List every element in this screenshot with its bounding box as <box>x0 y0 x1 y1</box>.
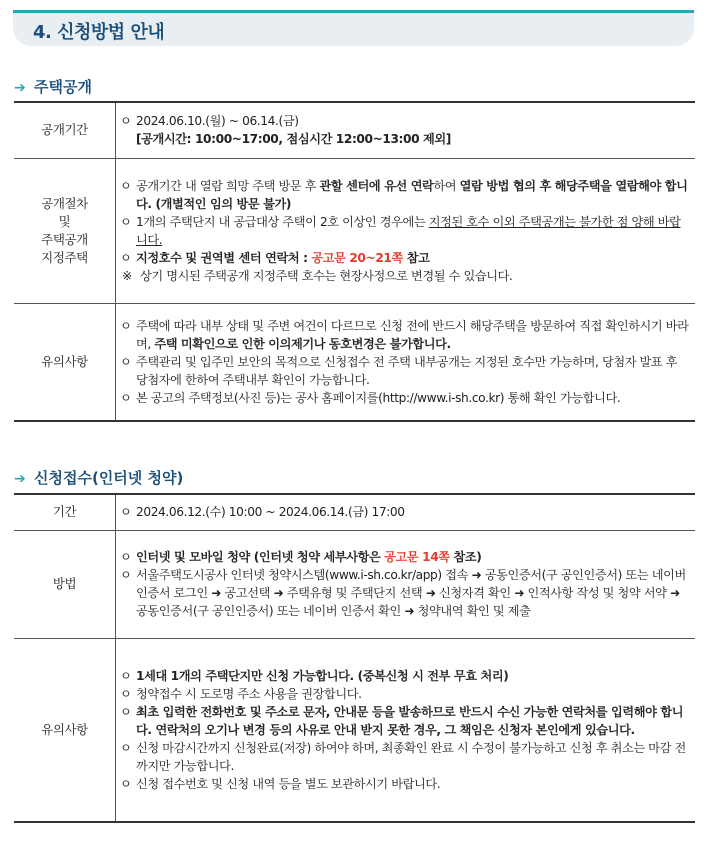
text: 신청 접수번호 및 신청 내역 등을 별도 보관하시기 바랍니다. <box>136 776 441 791</box>
bullet-icon: ㅇ <box>120 114 132 129</box>
subsection-heading-application <box>14 467 183 488</box>
text: 하여 <box>433 178 460 193</box>
text-underline: 지정된 호수 이외 주택공개는 불가한 점 양해 바랍니다. <box>136 214 681 247</box>
row-label: 유의사항 <box>14 303 116 421</box>
arrow-icon: ➔ <box>14 471 26 487</box>
text-bold: 관할 센터에 유선 연락 <box>319 178 434 193</box>
label-line: 주택공개 <box>41 231 88 247</box>
text-bold: 최초 입력한 전화번호 및 주소로 문자, 안내문 등을 발송하므로 반드시 수신 가능한 연락처를 입력해야 합니다. 연락처의 오기나 변경 등의 사유로 안내 받지 못한 경우, 그 책임은 신청자 본인에게 있습니다. <box>136 704 684 737</box>
note-text: 상기 명시된 주택공개 지정주택 호수는 현장사정으로 변경될 수 있습니다. <box>140 268 513 283</box>
row-content <box>116 638 696 822</box>
row-content <box>116 530 696 638</box>
bullet-icon: ㅇ <box>120 318 132 333</box>
table-row <box>14 303 695 421</box>
bullet-icon: ㅇ <box>120 250 132 265</box>
bullet-icon: ㅇ <box>120 505 132 520</box>
text: 공개기간 내 열람 희망 주택 방문 후 <box>136 178 320 193</box>
note-icon: ※ <box>122 268 132 283</box>
table-row <box>14 102 695 158</box>
text-bold: 참고 <box>402 250 430 265</box>
label-line: 공개절차 <box>41 195 88 211</box>
row-label: 유의사항 <box>14 638 116 822</box>
bullet-icon: ㅇ <box>120 568 132 582</box>
bullet-icon: ㅇ <box>120 704 132 719</box>
label-line: 및 <box>58 213 71 229</box>
bullet-icon: ㅇ <box>120 776 132 791</box>
text: 청약접수 시 도로명 주소 사용을 권장합니다. <box>136 686 362 701</box>
section-title: 4. 신청방법 안내 <box>33 22 165 43</box>
open-house-table <box>14 101 695 422</box>
text: 본 공고의 주택정보(사진 등)는 공사 홈페이지를(http://www.i-sh.co.kr) 통해 확인 가능합니다. <box>136 390 621 405</box>
text-bold: 1세대 1개의 주택단지만 신청 가능합니다. (중복신청 시 전부 무효 처리) <box>136 668 509 683</box>
bullet-icon: ㅇ <box>120 550 132 564</box>
bullet-icon: ㅇ <box>120 740 132 755</box>
text: 주택에 따라 내부 상태 및 주변 여건이 다르므로 신청 전에 반드시 해당주택을 방문하여 직접 확인하시기 바라며, <box>136 318 689 351</box>
hours-text: [공개시간: 10:00~17:00, 점심시간 12:00~13:00 제외] <box>136 132 451 147</box>
bullet-icon: ㅇ <box>120 354 132 369</box>
bullet-icon: ㅇ <box>120 214 132 229</box>
table-row <box>14 158 695 303</box>
page-reference: 공고문 14쪽 <box>384 550 450 564</box>
application-table <box>14 493 695 823</box>
text: 주택관리 및 입주민 보안의 목적으로 신청접수 전 주택 내부공개는 지정된 호수만 가능하며, 당첨자 발표 후 당첨자에 한하여 주택내부 확인이 가능합니다. <box>136 354 678 387</box>
row-label <box>14 158 116 303</box>
period-text: 2024.06.10.(월) ~ 06.14.(금) <box>136 114 299 129</box>
row-content <box>116 303 696 421</box>
section-header <box>13 10 694 46</box>
period-text: 2024.06.12.(수) 10:00 ~ 2024.06.14.(금) 17:00 <box>136 505 405 520</box>
bullet-icon: ㅇ <box>120 686 132 701</box>
subsection-title: 신청접수(인터넷 청약) <box>34 469 184 487</box>
table-row <box>14 638 695 822</box>
label-line: 지정주택 <box>41 249 88 265</box>
row-content <box>116 102 696 158</box>
text-bold: 지정호수 및 권역별 센터 연락처 : <box>136 250 312 265</box>
page-reference: 공고문 20~21쪽 <box>311 250 403 265</box>
row-label: 공개기간 <box>14 102 116 158</box>
procedure-text: 서울주택도시공사 인터넷 청약시스템(www.i-sh.co.kr/app) 접속 ➜ 공동인증서(구 공인인증서) 또는 네이버 인증서 로그인 ➜ 공고선택 ➜ 주택유형 및 주택단지 선택 ➜ 신청자격 확인 ➜ 인적사항 작성 및 청약 서약 ➜ 공동인증서(구 공인인증서) 또는 네이버 인증서 확인 ➜ 청약내역 확인 및 제출 <box>136 568 686 618</box>
row-content <box>116 158 696 303</box>
bullet-icon: ㅇ <box>120 668 132 683</box>
text: 신청 마감시간까지 신청완료(저장) 하여야 하며, 최종확인 완료 시 수정이 불가능하고 신청 후 취소는 마감 전까지만 가능합니다. <box>136 740 686 773</box>
table-row <box>14 530 695 638</box>
text-bold: 인터넷 및 모바일 청약 (인터넷 청약 세부사항은 <box>136 550 385 564</box>
table-row <box>14 494 695 530</box>
row-content <box>116 494 696 530</box>
subsection-heading-open-house <box>14 76 92 97</box>
text-bold: 참조) <box>449 550 482 564</box>
subsection-title: 주택공개 <box>34 78 92 96</box>
bullet-icon: ㅇ <box>120 390 132 405</box>
text-bold: 열람 방법 협의 후 해당주택을 열람해야 합니다. (개별적인 임의 방문 불가) <box>136 178 688 211</box>
text-bold: 주택 미확인으로 인한 이의제기나 동호변경은 불가합니다. <box>154 336 451 351</box>
row-label: 방법 <box>14 530 116 638</box>
arrow-icon: ➔ <box>14 80 26 96</box>
text: 1개의 주택단지 내 공급대상 주택이 2호 이상인 경우에는 <box>136 214 429 229</box>
row-label: 기간 <box>14 494 116 530</box>
bullet-icon: ㅇ <box>120 178 132 193</box>
